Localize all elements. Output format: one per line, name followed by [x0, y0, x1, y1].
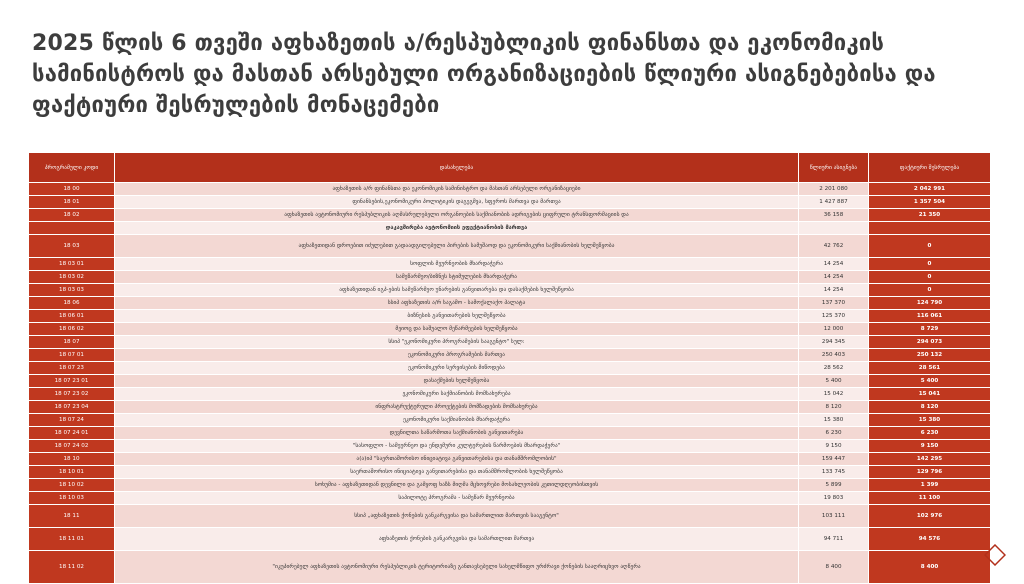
cell-program-code: 18 10	[29, 453, 115, 466]
cell-annual-allocation: 294 345	[799, 336, 869, 349]
table-row	[29, 209, 991, 222]
cell-annual-allocation: 14 254	[799, 284, 869, 297]
cell-program-code: 18 03 03	[29, 284, 115, 297]
cell-description: სსიპ „აფხაზეთის ქონების განკარგვისა და სამართლით მართვის სააგენტო"	[115, 505, 799, 528]
table-row	[29, 401, 991, 414]
table-row	[29, 528, 991, 551]
cell-actual-execution: 142 295	[869, 453, 991, 466]
table-row	[29, 284, 991, 297]
cell-annual-allocation: 15 042	[799, 388, 869, 401]
table-row	[29, 505, 991, 528]
cell-program-code: 18 07 23 04	[29, 401, 115, 414]
cell-annual-allocation: 15 380	[799, 414, 869, 427]
table-row	[29, 310, 991, 323]
cell-program-code: 18 07 24 02	[29, 440, 115, 453]
cell-actual-execution: 5 400	[869, 375, 991, 388]
cell-description: "იკუპირებულ აფხაზეთის ავტონომიური რესპუბლიკის ტერიტორიაზე განთავსებული სახელმწიფო ურძრავი ქონების სააღრიცხვო აღწერა	[115, 551, 799, 584]
cell-annual-allocation: 94 711	[799, 528, 869, 551]
cell-description: დევნილთა საწარმოთა საქმიანობის განვითარება	[115, 427, 799, 440]
cell-actual-execution: 124 790	[869, 297, 991, 310]
table-row	[29, 453, 991, 466]
table-row	[29, 258, 991, 271]
table-row	[29, 427, 991, 440]
header-description: დასახელება	[115, 153, 799, 183]
cell-annual-allocation: 8 120	[799, 401, 869, 414]
cell-annual-allocation: 137 370	[799, 297, 869, 310]
cell-program-code: 18 06 01	[29, 310, 115, 323]
cell-description: ფინანსების,ეკონომიკური პოლიტიკის დაგეგმვა, სფეროს მართვა და მართვა	[115, 196, 799, 209]
cell-actual-execution: 8 120	[869, 401, 991, 414]
header-annual-allocation: წლიური ასიგნება	[799, 153, 869, 183]
cell-annual-allocation: 36 158	[799, 209, 869, 222]
cell-program-code: 18 10 03	[29, 492, 115, 505]
cell-program-code: 18 06 02	[29, 323, 115, 336]
cell-program-code: 18 07 01	[29, 349, 115, 362]
cell-annual-allocation: 8 400	[799, 551, 869, 584]
cell-actual-execution: 116 061	[869, 310, 991, 323]
cell-program-code: 18 07 23	[29, 362, 115, 375]
table-row	[29, 479, 991, 492]
cell-annual-allocation: 250 403	[799, 349, 869, 362]
table-row	[29, 375, 991, 388]
table-row	[29, 492, 991, 505]
cell-description: მეიოც და საშუალო მეწარმეების ხელშეწყობა	[115, 323, 799, 336]
cell-program-code: 18 10 02	[29, 479, 115, 492]
cell-program-code: 18 07	[29, 336, 115, 349]
cell-description: აფხაზეთის ავტონომიური რესპუბლიკის აღმასრულებელი ორგანოების საქმიანობის ადრიგების ციფრული ტრანსფორმაციის და	[115, 209, 799, 222]
budget-table-container	[28, 152, 990, 584]
cell-program-code: 18 07 23 01	[29, 375, 115, 388]
cell-program-code: 18 07 24	[29, 414, 115, 427]
cell-actual-execution: 102 976	[869, 505, 991, 528]
cell-annual-allocation: 9 150	[799, 440, 869, 453]
cell-program-code: 18 01	[29, 196, 115, 209]
cell-description: ბიზნესის განვითარების ხელშეწყობა	[115, 310, 799, 323]
cell-actual-execution: 2 042 991	[869, 183, 991, 196]
cell-actual-execution: 15 380	[869, 414, 991, 427]
table-row	[29, 388, 991, 401]
cell-actual-execution: 0	[869, 271, 991, 284]
cell-program-code: 18 07 24 01	[29, 427, 115, 440]
cell-annual-allocation: 2 201 080	[799, 183, 869, 196]
cell-program-code: 18 02	[29, 209, 115, 222]
cell-description: დაკავშირება ავტონომიის ეფექტიანობის მართვა	[115, 222, 799, 235]
cell-annual-allocation	[799, 222, 869, 235]
cell-program-code: 18 00	[29, 183, 115, 196]
table-row	[29, 196, 991, 209]
table-row	[29, 271, 991, 284]
table-row	[29, 349, 991, 362]
cell-program-code: 18 07 23 02	[29, 388, 115, 401]
table-row	[29, 362, 991, 375]
cell-description: დასაქმების ხელშეწყობა	[115, 375, 799, 388]
cell-annual-allocation: 5 899	[799, 479, 869, 492]
cell-program-code: 18 11 01	[29, 528, 115, 551]
cell-actual-execution	[869, 222, 991, 235]
cell-actual-execution: 1 399	[869, 479, 991, 492]
cell-description: აფხაზეთიდან დროებით იძულებით გადაადგილებული პირების სამუშაოდ და ეკონომიკური საქმიანობის ხელშეწყობა	[115, 235, 799, 258]
cell-annual-allocation: 19 803	[799, 492, 869, 505]
table-row	[29, 222, 991, 235]
cell-description: ა(ა)იპ "საერთაშორისო ინიციატივა განვითარებისა და თანამშრომლობის"	[115, 453, 799, 466]
cell-description: ეკონომიკური საქმიანობის მხარდაჭერა	[115, 414, 799, 427]
table-row	[29, 551, 991, 584]
cell-annual-allocation: 14 254	[799, 258, 869, 271]
cell-actual-execution: 94 576	[869, 528, 991, 551]
cell-annual-allocation: 125 370	[799, 310, 869, 323]
cell-annual-allocation: 1 427 887	[799, 196, 869, 209]
cell-actual-execution: 294 073	[869, 336, 991, 349]
cell-program-code: 18 03	[29, 235, 115, 258]
cell-actual-execution: 0	[869, 258, 991, 271]
cell-actual-execution: 21 350	[869, 209, 991, 222]
cell-actual-execution: 9 150	[869, 440, 991, 453]
cell-description: საპილოტე პროგრამა - სამეწარ მეურნეობა	[115, 492, 799, 505]
table-row	[29, 297, 991, 310]
cell-actual-execution: 8 400	[869, 551, 991, 584]
cell-actual-execution: 0	[869, 284, 991, 297]
cell-annual-allocation: 14 254	[799, 271, 869, 284]
table-body	[29, 183, 991, 584]
cell-annual-allocation: 28 562	[799, 362, 869, 375]
header-program-code: პროგრამული კოდი	[29, 153, 115, 183]
cell-program-code: 18 10 01	[29, 466, 115, 479]
cell-description: აფხაზეთის ა/რ ფინანსთა და ეკონომიკის სამინისტრო და მასთან არსებული ორგანიზაციები	[115, 183, 799, 196]
table-row	[29, 440, 991, 453]
table-row	[29, 336, 991, 349]
table-row	[29, 183, 991, 196]
cell-annual-allocation: 5 400	[799, 375, 869, 388]
cell-actual-execution: 250 132	[869, 349, 991, 362]
cell-actual-execution: 28 561	[869, 362, 991, 375]
cell-description: ეკონომიკური საქმიანობის მომსახურება	[115, 388, 799, 401]
cell-program-code: 18 11 02	[29, 551, 115, 584]
table-row	[29, 235, 991, 258]
cell-description: სამეწარმეო/ბიზნეს სტიმულების მხარდაჭერა	[115, 271, 799, 284]
cell-description: საერთაშორისო ინიციატივა განვითარებისა და თანამშრომლობის ხელშეწყობა	[115, 466, 799, 479]
cell-description: ეკონომიკური პროგრამების მართვა	[115, 349, 799, 362]
cell-actual-execution: 6 230	[869, 427, 991, 440]
cell-description: აფხაზეთის ქონების განკარგვისა და სამართლით მართვა	[115, 528, 799, 551]
cell-description: სოფლის მეურნეობის მხარდაჭერა	[115, 258, 799, 271]
cell-description: სოხუმია - აფხაზეთიდან დევნილი და გამყოფ ხაზს მიღმა მცხოვრები მოსახლეობის კეთილდღეობისთვის	[115, 479, 799, 492]
cell-program-code: 18 03 02	[29, 271, 115, 284]
cell-description: სსიპ აფხაზეთის ა/რ საგამო - სამოქალაქო პალატა	[115, 297, 799, 310]
cell-description: აფხაზეთიდან იგპ-ების სამეწარმეო უნარების განვითარება და დასაქმების ხელშეწყობა	[115, 284, 799, 297]
table-row	[29, 414, 991, 427]
slide-corner-decoration	[984, 544, 1006, 566]
cell-annual-allocation: 103 111	[799, 505, 869, 528]
cell-annual-allocation: 6 230	[799, 427, 869, 440]
cell-description: "სასოფლო - სამეურნეო და ენდემური კულტურების წარმოების მხარდაჭერა"	[115, 440, 799, 453]
table-row	[29, 323, 991, 336]
cell-program-code	[29, 222, 115, 235]
cell-description: ეკონომიკური სერვისების მიწოდება	[115, 362, 799, 375]
cell-annual-allocation: 42 762	[799, 235, 869, 258]
budget-table	[28, 152, 991, 584]
cell-actual-execution: 15 041	[869, 388, 991, 401]
cell-description: სსიპ "ეკონომიკური პროგრამების სააგენტო" სულ:	[115, 336, 799, 349]
table-header-row	[29, 153, 991, 183]
cell-actual-execution: 129 796	[869, 466, 991, 479]
cell-annual-allocation: 12 000	[799, 323, 869, 336]
page-title: 2025 წლის 6 თვეში აფხაზეთის ა/რესპუბლიკის ფინანსთა და ეკონომიკის სამინისტროს და მასთან არსებული ორგანიზაციების წლიური ასიგნებებისა და ფაქტიური შესრულების მონაცემები	[32, 31, 936, 118]
cell-program-code: 18 06	[29, 297, 115, 310]
header-actual-execution: ფაქტიური შესრულება	[869, 153, 991, 183]
cell-actual-execution: 1 357 504	[869, 196, 991, 209]
table-row	[29, 466, 991, 479]
cell-actual-execution: 0	[869, 235, 991, 258]
cell-actual-execution: 8 729	[869, 323, 991, 336]
cell-program-code: 18 03 01	[29, 258, 115, 271]
cell-program-code: 18 11	[29, 505, 115, 528]
cell-annual-allocation: 159 447	[799, 453, 869, 466]
cell-annual-allocation: 133 745	[799, 466, 869, 479]
cell-actual-execution: 11 100	[869, 492, 991, 505]
cell-description: ინფრასტრუქტურული პროექტების მომზადების მომსახურება	[115, 401, 799, 414]
